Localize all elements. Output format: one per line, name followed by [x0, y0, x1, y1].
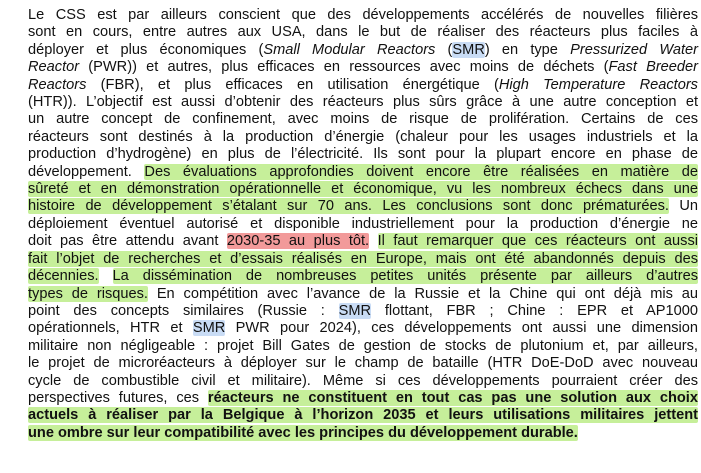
text-run: cycle de combustible civil et militaire). Même si ces développements pourraient créer des: [28, 372, 698, 389]
text-run: High Temperature Reactors: [498, 76, 698, 93]
text-line: [28, 286, 698, 303]
text-run: Reactor: [28, 59, 80, 76]
text-run: (HTR)). L’objectif est aussi d’obtenir des réacteurs plus sûrs grâce à une autre conception et: [28, 94, 698, 111]
green-highlight: sûreté et en démonstration opérationnelle et économique, vu les nombreux échecs dans une: [28, 181, 698, 198]
green-highlight: La dissémination de nombreuses petites unités présente par ailleurs d’autres: [112, 268, 698, 285]
text-run: [99, 268, 113, 284]
green-highlight: Des évaluations approfondies doivent encore être réalisées en matière de: [144, 163, 698, 180]
text-run: le projet de microréacteurs à déployer sur le champ de bataille (HTR DoE-DoD avec nouveau: [28, 355, 698, 372]
red-highlight: 2030-35 au plus tôt.: [226, 233, 370, 250]
text-run: Le CSS est par ailleurs conscient que des développements accélérés de nouvelles filières: [28, 7, 698, 23]
green-highlight: Il faut remarquer que ces réacteurs ont aussi: [377, 233, 698, 250]
text-line: [28, 390, 698, 407]
text-run: un autre concept de confinement, avec moins de risque de prolifération. Certains de ces: [28, 111, 698, 128]
document-paragraph: [28, 7, 698, 442]
text-line: [28, 233, 698, 250]
text-line: [28, 303, 698, 320]
text-run: déploiement éventuel autorisé et disponible industriellement pour la production d’énergie ne: [28, 215, 698, 232]
text-line: [28, 146, 698, 163]
text-run: Un: [668, 198, 698, 215]
text-line: [28, 129, 698, 146]
text-run: (FBR), et plus efficaces en utilisation énergétique (: [86, 76, 499, 93]
text-line: [28, 216, 698, 233]
text-line: [28, 355, 698, 372]
text-line: [28, 59, 698, 76]
text-run: flottant, FBR ; Chine : EPR et AP1000: [371, 302, 698, 319]
green-highlight: une ombre sur leur compatibilité avec les principes du développement durable.: [28, 424, 578, 441]
green-highlight: histoire de développement s’étalant sur 70 ans. Les conclusions sont donc prématurées.: [28, 198, 669, 215]
text-run: Pressurized Water: [570, 41, 699, 58]
text-run: production d’hydrogène) en plus de l’électricité. Ils sont pour la plupart encore en phase de: [28, 146, 698, 163]
text-run: Small Modular Reactors: [263, 41, 436, 58]
text-run: développement.: [28, 163, 145, 180]
text-run: sont en cours, entre autres aux USA, dans le but de réaliser des réacteurs plus faciles à: [28, 24, 698, 41]
text-line: [28, 164, 698, 181]
text-run: En compétition avec l’avance de la Russie et la Chine qui ont déjà mis au: [147, 285, 698, 302]
text-line: [28, 77, 698, 94]
text-line: [28, 320, 698, 337]
text-line: [28, 373, 698, 390]
text-run: PWR pour 2024), ces développements ont aussi une dimension: [225, 320, 698, 337]
blue-highlight: SMR: [452, 41, 485, 58]
text-line: [28, 268, 698, 285]
text-run: Reactors: [28, 76, 87, 93]
text-run: perspectives futures, ces: [28, 389, 208, 406]
text-run: Fast Breeder: [608, 59, 699, 76]
text-run: [369, 233, 377, 249]
text-line: [28, 251, 698, 268]
blue-highlight: SMR: [338, 302, 372, 319]
text-line: [28, 425, 698, 442]
text-run: point des concepts similaires (Russie :: [28, 302, 339, 319]
text-line: [28, 94, 698, 111]
text-run: opérationnels, HTR et: [28, 320, 193, 337]
text-run: ) en type: [484, 41, 571, 58]
text-line: [28, 407, 698, 424]
text-run: (: [435, 41, 453, 58]
text-run: doit pas être attendu avant: [28, 233, 227, 250]
text-run: déployer et plus économiques (: [28, 41, 264, 58]
text-run: militaire non négligeable : projet Bill Gates de gestion de stocks de plutonium et, par ailleurs,: [28, 337, 698, 354]
text-line: [28, 198, 698, 215]
text-line: [28, 181, 698, 198]
green-highlight: décennies.: [28, 268, 99, 285]
text-line: [28, 338, 698, 355]
text-run: réacteurs sont destinés à la production d’énergie (chaleur pour les usages industriels et la: [28, 128, 698, 145]
green-highlight: fait l’objet de recherches et d’essais réalisés en Europe, mais ont été abandonnés depuis des: [28, 250, 698, 267]
text-line: [28, 24, 698, 41]
green-highlight: réacteurs ne constituent en tout cas pas une solution aux choix: [207, 389, 698, 406]
text-line: [28, 7, 698, 24]
text-run: (PWR)) et autres, plus efficaces en ressources avec moins de déchets (: [79, 59, 609, 76]
green-highlight: types de risques.: [28, 285, 148, 302]
text-line: [28, 42, 698, 59]
green-highlight: actuels à réaliser par la Belgique à l’horizon 2035 et leurs utilisations militaires jettent: [28, 407, 698, 424]
text-line: [28, 111, 698, 128]
blue-highlight: SMR: [192, 320, 226, 337]
